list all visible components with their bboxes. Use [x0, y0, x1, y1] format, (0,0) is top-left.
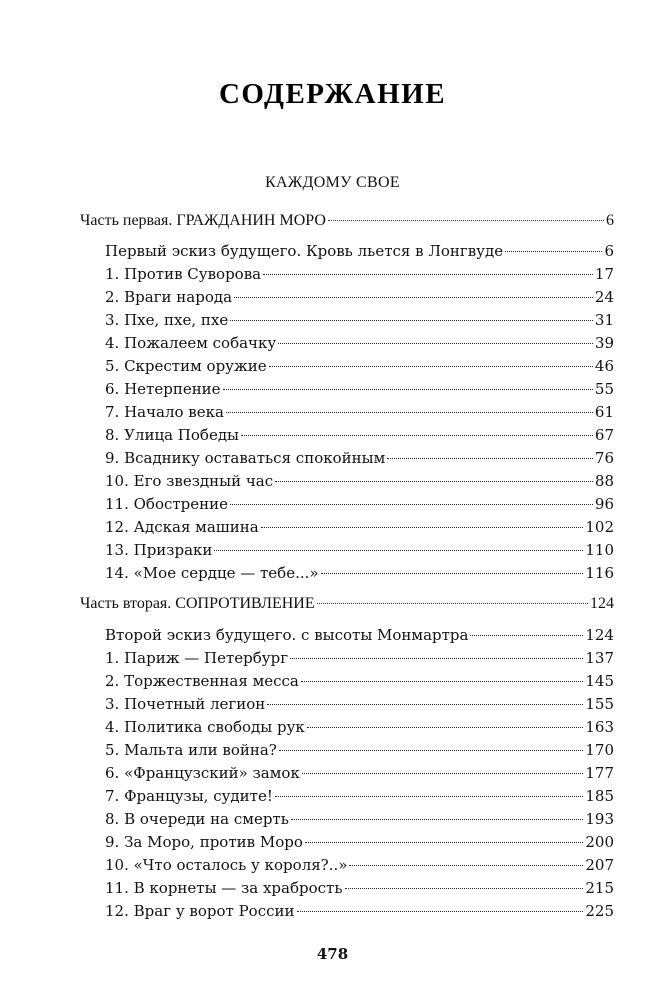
page-number: 478 [316, 945, 349, 963]
toc-entry-label: 13. Призраки [105, 541, 213, 559]
toc-entry-label: 4. Пожалеем собачку [105, 334, 277, 352]
toc-part-label: Часть первая. ГРАЖДАНИН МОРО [80, 212, 326, 229]
toc-page-number: 76 [594, 449, 614, 467]
toc-entry-label: 7. Французы, судите! [105, 787, 273, 805]
toc-entry[interactable] [105, 378, 614, 400]
dot-leader [223, 389, 593, 390]
toc-entry[interactable] [105, 309, 614, 331]
dot-leader [387, 458, 593, 459]
dot-leader [234, 297, 593, 298]
dot-leader [349, 865, 583, 866]
toc-page-number: 24 [594, 288, 614, 306]
toc-entry[interactable] [105, 831, 614, 853]
toc-entry-label: 1. Против Суворова [105, 265, 262, 283]
toc-page-number: 200 [585, 833, 614, 851]
dot-leader [291, 819, 583, 820]
dot-leader [470, 635, 583, 636]
toc-page-number: 185 [585, 787, 614, 805]
dot-leader [263, 274, 593, 275]
toc-page-number: 145 [585, 672, 614, 690]
toc-entry[interactable] [105, 739, 614, 761]
toc-page-number: 215 [585, 879, 614, 897]
dot-leader [290, 658, 583, 659]
toc-entry[interactable] [105, 332, 614, 354]
toc-entry-label: 10. Его звездный час [105, 472, 274, 490]
toc-entry[interactable] [105, 424, 614, 446]
toc-entry-label: 3. Пхе, пхе, пхе [105, 311, 229, 329]
toc-entry[interactable] [105, 647, 614, 669]
dot-leader [328, 220, 604, 221]
toc-part-1[interactable] [80, 210, 614, 232]
toc-entry[interactable] [105, 624, 614, 646]
toc-page-number: 116 [585, 564, 614, 582]
toc-entry-label: 7. Начало века [105, 403, 224, 421]
toc-page-number: 17 [594, 265, 614, 283]
dot-leader [307, 727, 584, 728]
toc-page-number: 170 [585, 741, 614, 759]
toc-page-number: 6 [604, 242, 614, 260]
dot-leader [214, 550, 583, 551]
toc-entry[interactable] [105, 716, 614, 738]
toc-entry-label: Второй эскиз будущего. с высоты Монмартра [105, 626, 469, 644]
toc-entry[interactable] [105, 516, 614, 538]
toc-page-number: 124 [585, 626, 614, 644]
dot-leader [505, 251, 602, 252]
toc-page-number: 124 [590, 595, 614, 612]
toc-page-number: 193 [585, 810, 614, 828]
toc-entry[interactable] [105, 693, 614, 715]
toc-page-number: 96 [594, 495, 614, 513]
toc-entry-label: 8. Улица Победы [105, 426, 239, 444]
toc-entry-label: 2. Враги народа [105, 288, 233, 306]
toc-entry-label: 2. Торжественная месса [105, 672, 299, 690]
toc-entry-label: 5. Скрестим оружие [105, 357, 267, 375]
toc-entry-label: 1. Париж — Петербург [105, 649, 289, 667]
page-title: СОДЕРЖАНИЕ [218, 78, 447, 110]
toc-entry-label: 6. Нетерпение [105, 380, 221, 398]
toc-part-label: Часть вторая. СОПРОТИВЛЕНИЕ [80, 595, 315, 612]
toc-entry-label: 8. В очереди на смерть [105, 810, 289, 828]
toc-part-2[interactable] [80, 593, 614, 615]
toc-page-number: 46 [594, 357, 614, 375]
toc-entry[interactable] [105, 808, 614, 830]
toc-entry[interactable] [105, 401, 614, 423]
dot-leader [241, 435, 593, 436]
toc-entry-label: 12. Адская машина [105, 518, 259, 536]
toc-entry[interactable] [105, 447, 614, 469]
toc-page-number: 39 [594, 334, 614, 352]
toc-entry-label: 11. Обострение [105, 495, 229, 513]
toc-entry[interactable] [105, 762, 614, 784]
toc-entry[interactable] [105, 900, 614, 922]
dot-leader [226, 412, 593, 413]
toc-entry[interactable] [105, 263, 614, 285]
toc-entry-label: 10. «Что осталось у короля?..» [105, 856, 348, 874]
toc-entry-label: 11. В корнеты — за храбрость [105, 879, 343, 897]
dot-leader [301, 681, 583, 682]
dot-leader [297, 911, 584, 912]
toc-page-number: 163 [585, 718, 614, 736]
toc-entry-label: 3. Почетный легион [105, 695, 266, 713]
toc-entry-label: 5. Мальта или война? [105, 741, 277, 759]
toc-page-number: 88 [594, 472, 614, 490]
toc-entry[interactable] [105, 493, 614, 515]
toc-entry[interactable] [105, 877, 614, 899]
toc-entry-label: 9. Всаднику оставаться спокойным [105, 449, 386, 467]
dot-leader [302, 773, 584, 774]
toc-page-number: 155 [585, 695, 614, 713]
dot-leader [230, 504, 593, 505]
dot-leader [230, 320, 593, 321]
toc-entry-label: 12. Враг у ворот России [105, 902, 295, 920]
dot-leader [261, 527, 584, 528]
dot-leader [275, 796, 583, 797]
toc-entry[interactable] [105, 854, 614, 876]
dot-leader [269, 366, 593, 367]
toc-entry[interactable] [105, 785, 614, 807]
toc-page-number: 137 [585, 649, 614, 667]
toc-entry[interactable] [105, 355, 614, 377]
toc-entry-label: 9. За Моро, против Моро [105, 833, 303, 851]
dot-leader [267, 704, 583, 705]
dot-leader [317, 603, 588, 604]
toc-entry[interactable] [105, 286, 614, 308]
toc-entry[interactable] [105, 240, 614, 262]
dot-leader [345, 888, 584, 889]
toc-page-number: 31 [594, 311, 614, 329]
dot-leader [321, 573, 584, 574]
book-title: КАЖДОМУ СВОЕ [265, 174, 400, 191]
toc-page-number: 225 [585, 902, 614, 920]
toc-entry-label: 4. Политика свободы рук [105, 718, 305, 736]
toc-entry-label: Первый эскиз будущего. Кровь льется в Лонгвуде [105, 242, 504, 260]
toc-entry[interactable] [105, 562, 614, 584]
toc-page-number: 177 [585, 764, 614, 782]
toc-entry-label: 6. «Французский» замок [105, 764, 300, 782]
toc-page-number: 207 [585, 856, 614, 874]
toc-entry-label: 14. «Мое сердце — тебе...» [105, 564, 319, 582]
toc-entry[interactable] [105, 539, 614, 561]
toc-entry[interactable] [105, 470, 614, 492]
toc-page-number: 6 [606, 212, 614, 229]
dot-leader [279, 750, 584, 751]
toc-entry[interactable] [105, 670, 614, 692]
dot-leader [275, 481, 593, 482]
dot-leader [278, 343, 593, 344]
toc-page-number: 55 [594, 380, 614, 398]
toc-page-number: 67 [594, 426, 614, 444]
toc-page-number: 110 [585, 541, 614, 559]
toc-page-number: 102 [585, 518, 614, 536]
toc-page-number: 61 [594, 403, 614, 421]
dot-leader [305, 842, 584, 843]
